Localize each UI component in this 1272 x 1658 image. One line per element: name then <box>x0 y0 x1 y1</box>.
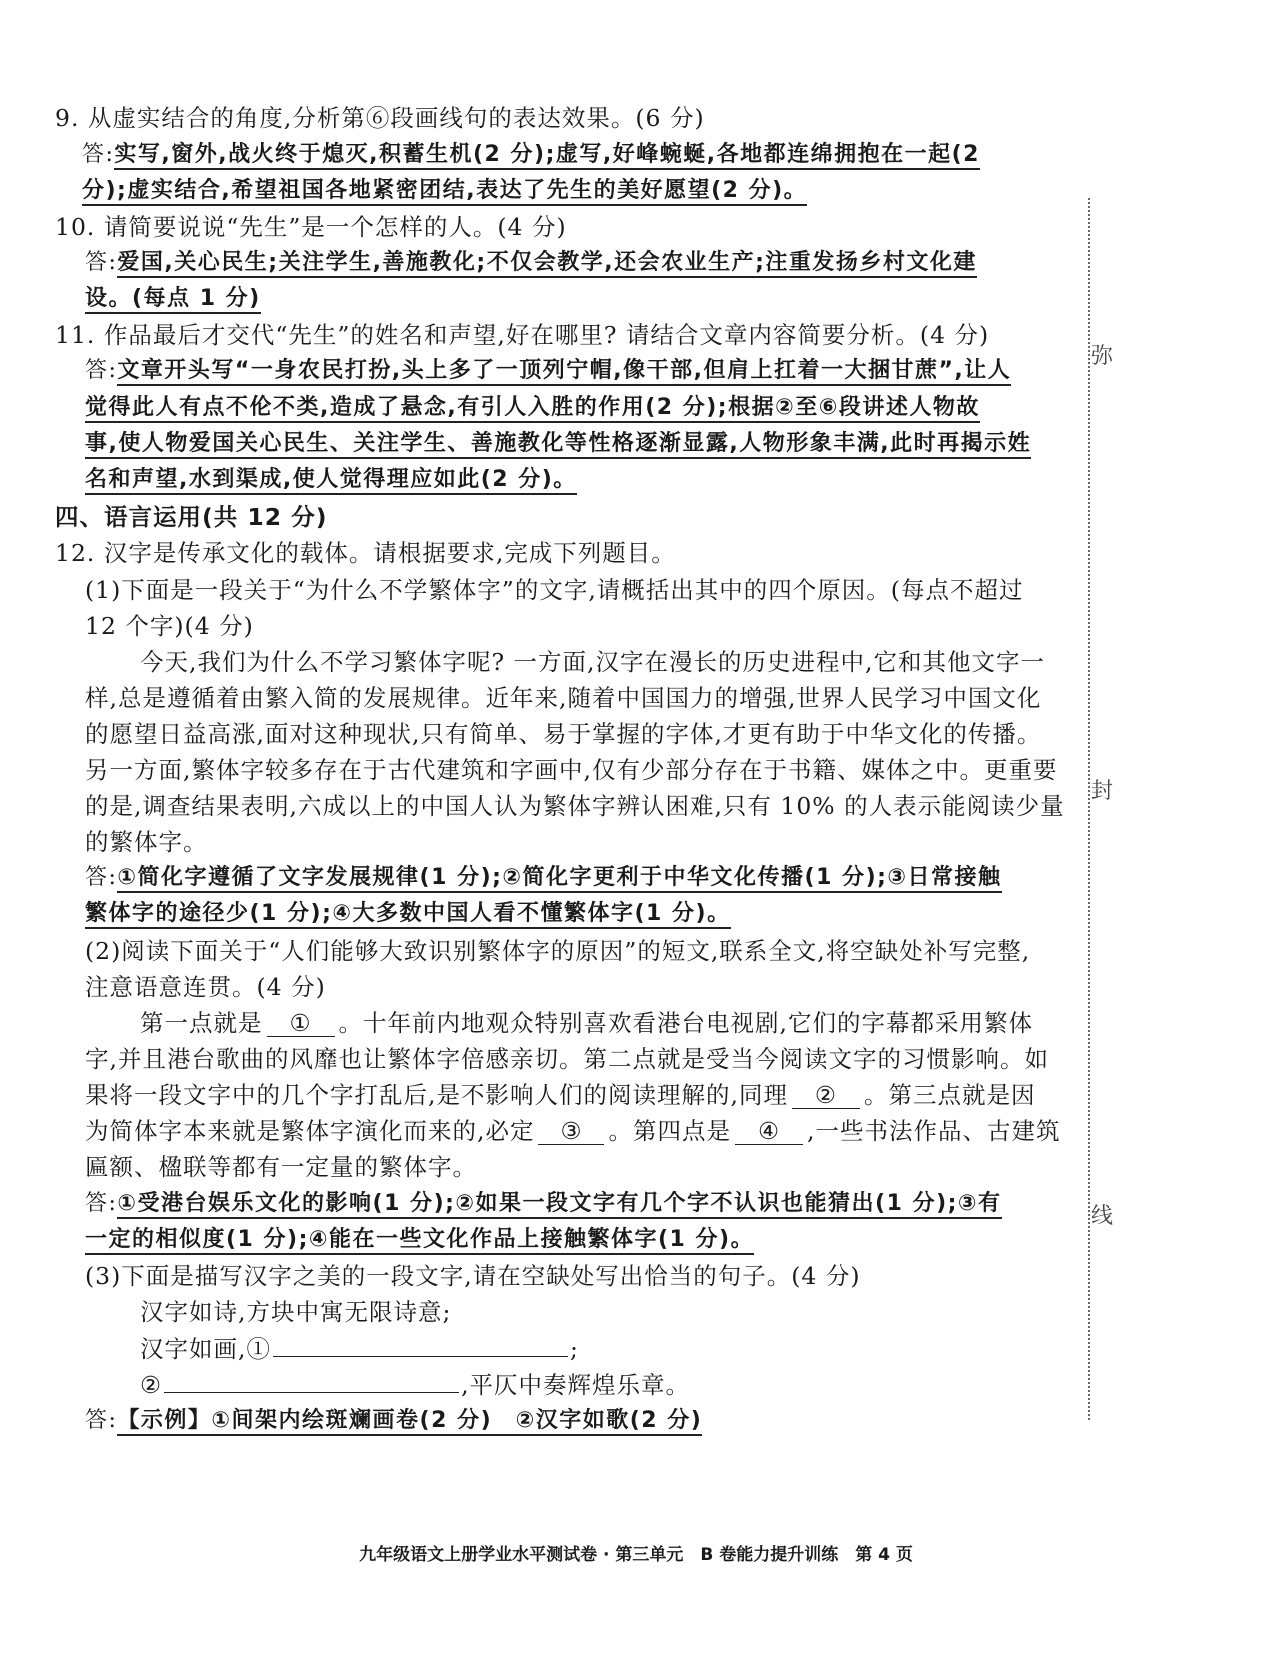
q11-answer-line3 <box>85 426 1031 462</box>
q12-1-passage-line4: 另一方面,繁体字较多存在于古代建筑和字画中,仅有少部分存在于书籍、媒体之中。更重要 <box>85 756 1058 784</box>
q12-2-prompt-line1: (2)阅读下面关于“人们能够大致识别繁体字的原因”的短文,联系全文,将空缺处补写完整, <box>85 937 1031 965</box>
passage-text: 。十年前内地观众特别喜欢看港台电视剧,它们的字幕都采用繁体 <box>338 1009 1033 1037</box>
q12-2-passage-line4 <box>85 1113 1060 1149</box>
q12-2-answer-line2 <box>85 1222 754 1258</box>
q12-1-passage-line3: 的愿望日益高涨,面对这种现状,只有简单、易于掌握的字体,才更有助于中华文化的传播。 <box>85 720 1042 748</box>
page-footer: 九年级语文上册学业水平测试卷 · 第三单元 B 卷能力提升训练 第 4 页 <box>359 1545 913 1565</box>
answer-lead: 答: <box>85 250 118 275</box>
fill-blank-2[interactable]: ② <box>792 1082 860 1109</box>
verse-text: 汉字如画,① <box>140 1335 271 1363</box>
q12-3-answer-text: 【示例】①间架内绘斑斓画卷(2 分) ②汉字如歌(2 分) <box>117 1408 702 1436</box>
verse-text: ② <box>140 1371 163 1399</box>
answer-lead: 答: <box>85 1191 118 1216</box>
fill-blank-verse-1[interactable] <box>273 1356 568 1357</box>
verse-text: ,平仄中奏辉煌乐章。 <box>461 1371 691 1399</box>
section-title: 四、语言运用(共 12 分) <box>55 503 328 531</box>
q12-3-verse3 <box>140 1367 690 1403</box>
binding-char-mi: 弥 <box>1090 335 1114 374</box>
passage-text: 果将一段文字中的几个字打乱后,是不影响人们的阅读理解的,同理 <box>85 1081 788 1109</box>
q9-answer-text2: 分);虚实结合,希望祖国各地紧密团结,表达了先生的美好愿望(2 分)。 <box>82 178 807 206</box>
q12-1-answer-line2 <box>85 896 731 932</box>
answer-lead: 答: <box>85 358 118 383</box>
q11-question: 11. 作品最后才交代“先生”的姓名和声望,好在哪里? 请结合文章内容简要分析。(4 分) <box>55 321 990 349</box>
q11-answer-text2: 觉得此人有点不伦不类,造成了悬念,有引人入胜的作用(2 分);根据②至⑥段讲述人物故 <box>85 395 980 423</box>
passage-text: 。第四点是 <box>608 1117 731 1145</box>
q11-answer-line2 <box>85 390 980 426</box>
binding-char-xian: 线 <box>1090 1195 1114 1234</box>
passage-text: 为简体字本来就是繁体字演化而来的,必定 <box>85 1117 535 1145</box>
q12-2-prompt-line2: 注意语意连贯。(4 分) <box>85 973 326 1001</box>
fill-blank-4[interactable]: ④ <box>735 1118 803 1145</box>
q12-1-answer-text2: 繁体字的途径少(1 分);④大多数中国人看不懂繁体字(1 分)。 <box>85 901 731 929</box>
answer-lead: 答: <box>85 1408 118 1433</box>
q9-answer-line1 <box>82 137 980 173</box>
q10-answer-text1: 爱国,关心民生;关注学生,善施教化;不仅会教学,还会农业生产;注重发扬乡村文化建 <box>117 250 976 278</box>
q12-1-passage-line2: 样,总是遵循着由繁入简的发展规律。近年来,随着中国国力的增强,世界人民学习中国文化 <box>85 684 1042 712</box>
answer-lead: 答: <box>85 865 118 890</box>
binding-char-feng: 封 <box>1090 770 1114 809</box>
q10-answer-text2: 设。(每点 1 分) <box>85 286 261 314</box>
passage-text: ,一些书法作品、古建筑 <box>806 1117 1061 1145</box>
q12-1-answer-line1 <box>85 860 1002 896</box>
q12-1-passage-line6: 的繁体字。 <box>85 828 208 856</box>
passage-text: 第一点就是 <box>140 1009 263 1037</box>
q12-question: 12. 汉字是传承文化的载体。请根据要求,完成下列题目。 <box>55 539 676 567</box>
q12-1-passage-line1: 今天,我们为什么不学习繁体字呢? 一方面,汉字在漫长的历史进程中,它和其他文字一 <box>140 648 1045 676</box>
q11-answer-text1: 文章开头写“一身农民打扮,头上多了一顶列宁帽,像干部,但肩上扛着一大捆甘蔗”,让人 <box>117 358 1011 386</box>
q12-1-passage-line5: 的是,调查结果表明,六成以上的中国人认为繁体字辨认困难,只有 10% 的人表示能阅读少量 <box>85 792 1065 820</box>
fill-blank-verse-2[interactable] <box>164 1392 459 1393</box>
fill-blank-3[interactable]: ③ <box>538 1118 604 1145</box>
q10-answer-line1 <box>85 245 977 281</box>
q12-1-answer-text1: ①简化字遵循了文字发展规律(1 分);②简化字更利于中华文化传播(1 分);③日常接触 <box>117 865 1001 893</box>
q12-1-prompt-line1: (1)下面是一段关于“为什么不学繁体字”的文字,请概括出其中的四个原因。(每点不超过 <box>85 576 1024 604</box>
fill-blank-1[interactable]: ① <box>267 1010 335 1037</box>
q12-2-answer-line1 <box>85 1186 1002 1222</box>
q9-answer-text1: 实写,窗外,战火终于熄灭,积蓄生机(2 分);虚写,好峰蜿蜒,各地都连绵拥抱在一起(2 <box>114 142 980 170</box>
q10-answer-line2 <box>85 281 261 317</box>
q12-2-answer-text2: 一定的相似度(1 分);④能在一些文化作品上接触繁体字(1 分)。 <box>85 1227 754 1255</box>
q12-2-passage-line3 <box>85 1077 1035 1113</box>
q12-2-passage-line2: 字,并且港台歌曲的风靡也让繁体字倍感亲切。第二点就是受当今阅读文字的习惯影响。如 <box>85 1045 1049 1073</box>
q9-answer-line2 <box>82 173 807 209</box>
verse-text: ; <box>569 1335 579 1363</box>
answer-lead: 答: <box>82 142 115 167</box>
q11-answer-line1 <box>85 353 1011 389</box>
q12-3-prompt: (3)下面是描写汉字之美的一段文字,请在空缺处写出恰当的句子。(4 分) <box>85 1262 861 1290</box>
q12-3-answer <box>85 1403 702 1439</box>
q10-question: 10. 请简要说说“先生”是一个怎样的人。(4 分) <box>55 213 567 241</box>
q11-answer-text4: 名和声望,水到渠成,使人觉得理应如此(2 分)。 <box>85 467 577 495</box>
q12-2-passage-line5: 匾额、楹联等都有一定量的繁体字。 <box>85 1153 477 1181</box>
q11-answer-line4 <box>85 462 577 498</box>
q11-answer-text3: 事,使人物爱国关心民生、关注学生、善施教化等性格逐渐显露,人物形象丰满,此时再揭示姓 <box>85 431 1031 459</box>
passage-text: 。第三点就是因 <box>863 1081 1036 1109</box>
q12-2-answer-text1: ①受港台娱乐文化的影响(1 分);②如果一段文字有几个字不认识也能猜出(1 分);③有 <box>117 1191 1001 1219</box>
q9-question: 9. 从虚实结合的角度,分析第⑥段画线句的表达效果。(6 分) <box>55 104 705 132</box>
q12-3-verse2 <box>140 1331 579 1367</box>
binding-dotted-line <box>1088 198 1090 1420</box>
q12-3-verse1: 汉字如诗,方块中寓无限诗意; <box>140 1298 452 1326</box>
q12-1-prompt-line2: 12 个字)(4 分) <box>85 612 254 640</box>
q12-2-passage-line1 <box>140 1005 1033 1041</box>
